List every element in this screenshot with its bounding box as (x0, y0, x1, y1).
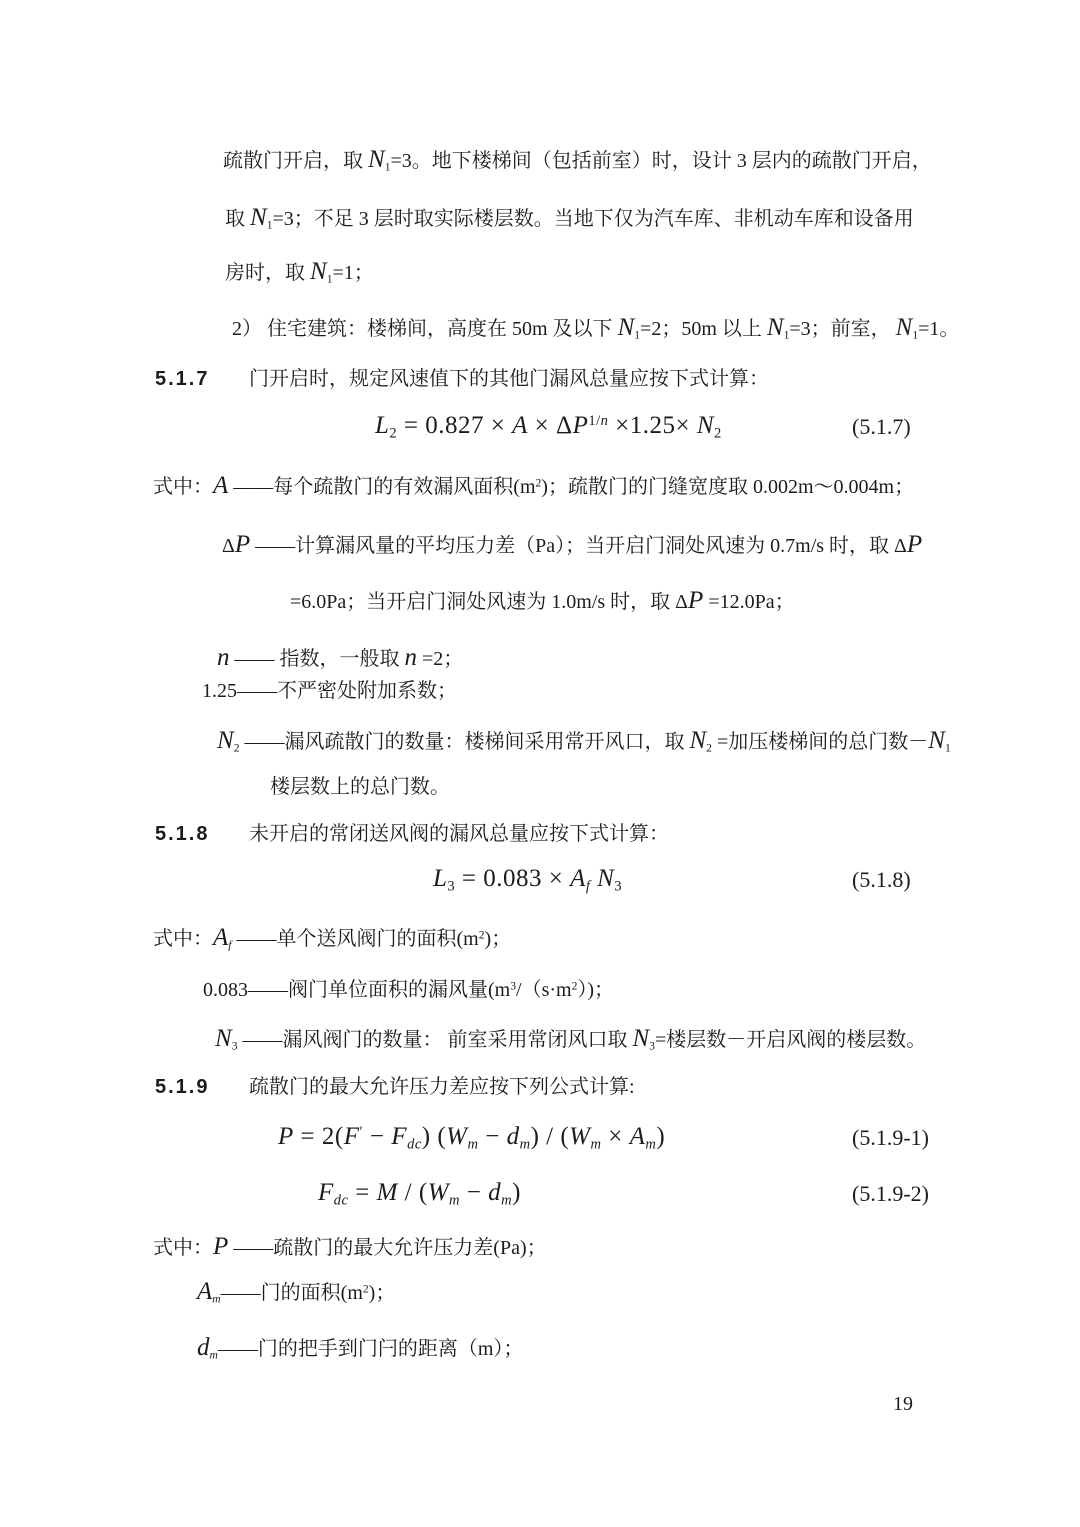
definition-line: dm——门的把手到门闩的距离（m）； (197, 1334, 524, 1362)
equation-number: (5.1.7) (852, 414, 911, 439)
definition-line: 式中：Af ——单个送风阀门的面积$(m^2)$； (153, 924, 512, 952)
formula-5-1-7: $L2 = 0.827 \times A \times \Delta P^{1/n} \times 1.25\times N2$ (375, 412, 722, 442)
page-number: 19 (893, 1393, 913, 1415)
formula-5-1-9-2: Fdc = M / (Wm − dm) (318, 1179, 521, 1209)
clause-5-1-9 (155, 1073, 635, 1101)
clause-number: 5.1.9 (155, 1076, 210, 1098)
paragraph-line: 疏散门开启，取 N1=3。地下楼梯间（包括前室）时，设计 3 层内的疏散门开启， (223, 146, 932, 174)
definition-line: ΔP ——计算漏风量的平均压力差（Pa）；当开启门洞处风速为 0.7m/s 时，取 ΔP (222, 531, 923, 558)
clause-5-1-8 (155, 820, 669, 848)
formula-5-1-8: L3 = 0.083 × Af N3 (433, 865, 623, 895)
paragraph-line: 房时，取 N1=1； (225, 258, 374, 286)
formula-5-1-9-1: P = 2(F′ − Fdc) (Wm − dm) / (Wm × Am) (278, 1123, 666, 1153)
definition-line: 0.083——阀门单位面积的漏风量$(m^3/(s\cdot m^2))$； (203, 979, 615, 1001)
definition-line: 1.25——不严密处附加系数； (202, 680, 457, 702)
definition-line: 式中：P ——疏散门的最大允许压力差(Pa)； (153, 1233, 547, 1260)
clause-text: 未开启的常闭送风阀的漏风总量应按下式计算： (249, 823, 669, 845)
clause-number: 5.1.8 (155, 823, 210, 845)
definition-line: =6.0Pa；当开启门洞处风速为 1.0m/s 时，取 ΔP =12.0Pa； (290, 587, 795, 614)
clause-number: 5.1.7 (155, 368, 210, 390)
equation-number: (5.1.8) (852, 867, 911, 892)
equation-row-5-1-9-1 (0, 1119, 1080, 1163)
clause-text: 门开启时，规定风速值下的其他门漏风总量应按下式计算： (249, 368, 769, 390)
definition-line: 式中：A ——每个疏散门的有效漏风面积$(m^2)$；疏散门的门缝宽度取 0.002m～0.004m； (153, 472, 915, 499)
definition-line: 楼层数上的总门数。 (270, 776, 450, 798)
equation-number: (5.1.9-1) (852, 1125, 929, 1150)
definition-line: Am——门的面积$(m^2)$； (197, 1278, 396, 1306)
clause-5-1-7 (155, 365, 769, 393)
equation-row-5-1-8 (0, 861, 1080, 905)
equation-number: (5.1.9-2) (852, 1181, 929, 1206)
clause-text: 疏散门的最大允许压力差应按下列公式计算: (249, 1076, 635, 1098)
equation-row-5-1-7 (0, 408, 1080, 452)
list-item-2: 2） 住宅建筑：楼梯间，高度在 50m 及以下 N1=2；50m 以上 N1=3；前室， N1=1。 (232, 314, 960, 342)
definition-line: N2 ——漏风疏散门的数量：楼梯间采用常开风口，取 N2 =加压楼梯间的总门数－N1 (217, 727, 951, 755)
paragraph-line: 取 N1=3；不足 3 层时取实际楼层数。当地下仅为汽车库、非机动车库和设备用 (225, 204, 914, 232)
equation-row-5-1-9-2 (0, 1175, 1080, 1219)
definition-line: N3 ——漏风阀门的数量： 前室采用常闭风口取 N3=楼层数－开启风阀的楼层数。 (215, 1025, 927, 1053)
definition-line: n —— 指数，一般取 n =2； (217, 644, 464, 671)
